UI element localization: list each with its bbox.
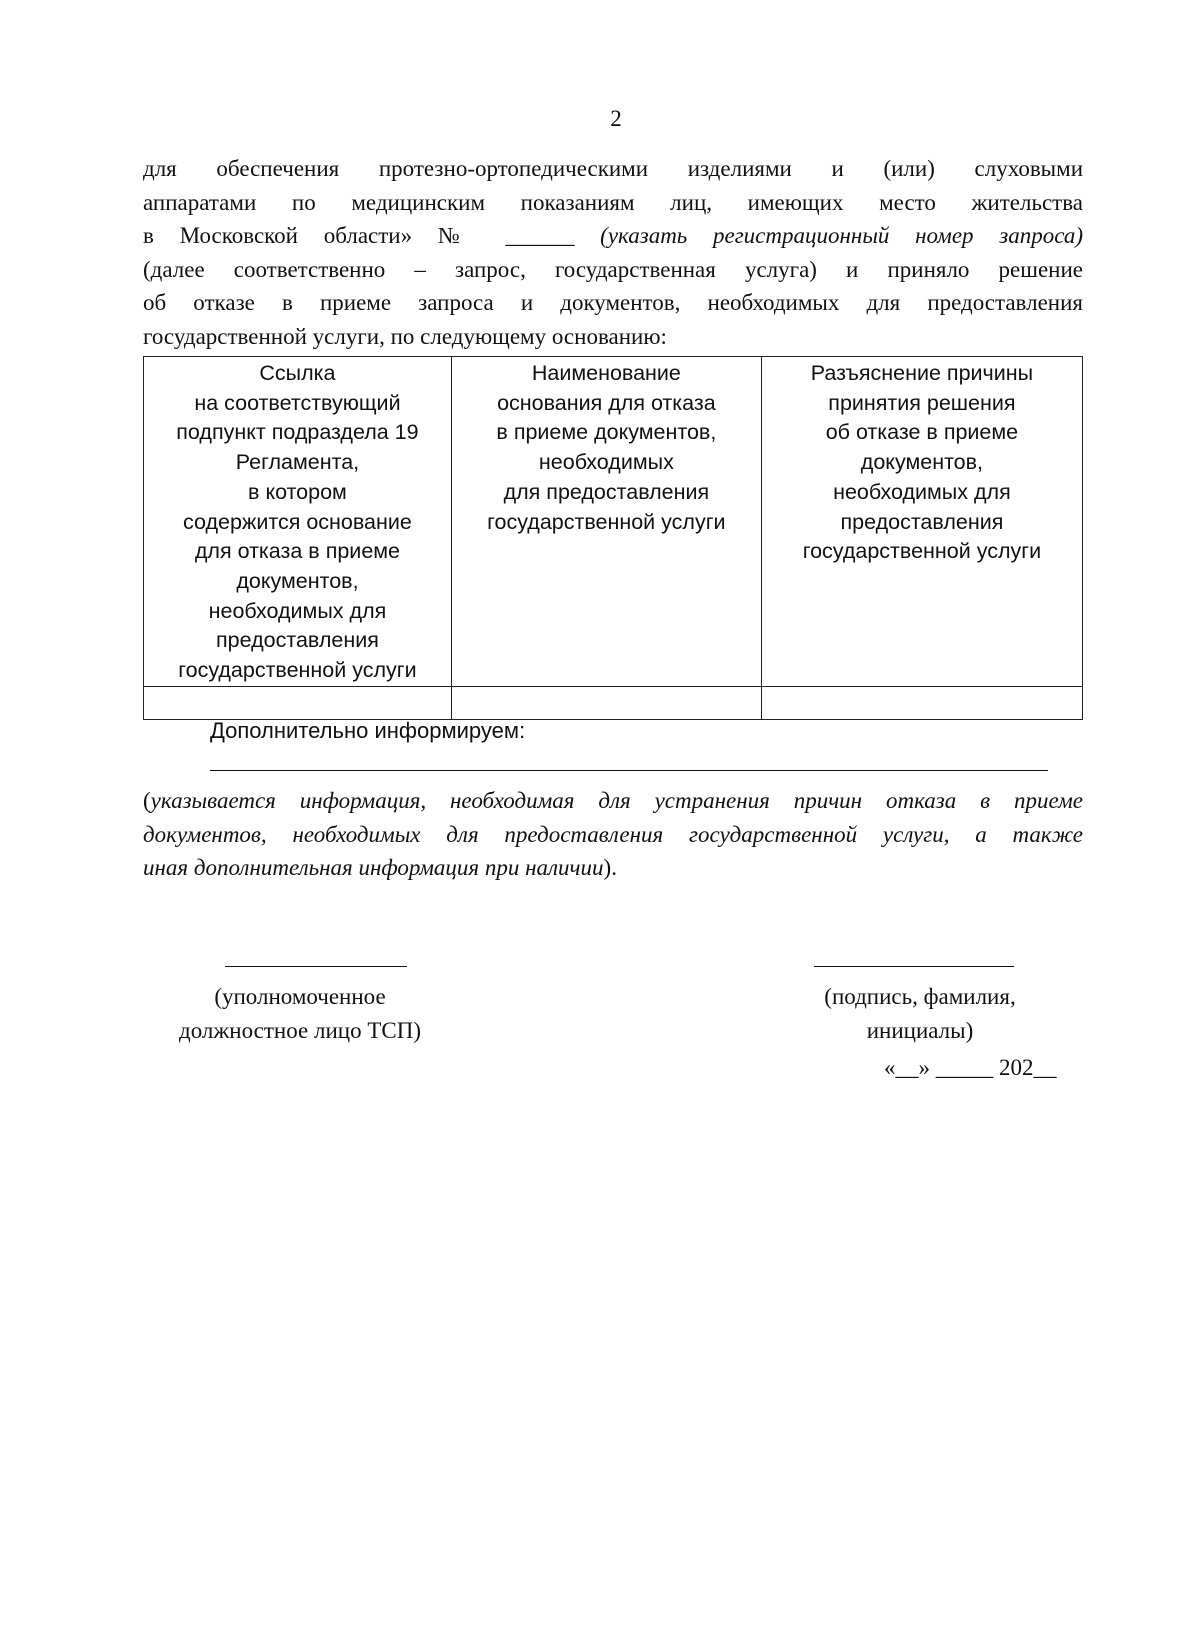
paragraph-line: аппаратами по медицинским показаниям лиц, имеющих место жительства: [143, 189, 1083, 215]
table-header-line: для отказа в приеме: [194, 539, 401, 564]
table-row: [144, 686, 1083, 719]
note-paren: ).: [603, 855, 617, 881]
note-line: [143, 784, 1083, 818]
table-cell-reason-name[interactable]: [451, 686, 761, 719]
table-header-line: государственной услуги: [802, 539, 1042, 564]
table-header-line: Наименование: [531, 361, 681, 385]
signature-name-block: [770, 980, 1070, 1048]
table-header-line: принятия решения: [828, 390, 1016, 415]
signature-caption: должностное лицо ТСП): [179, 1018, 421, 1043]
table-header-line: необходимых для: [208, 598, 387, 623]
table-header-line: документов,: [236, 568, 359, 593]
note-text: указывается информация, необходимая для устранения причин отказа в приеме: [150, 788, 1083, 813]
header-reference: [144, 357, 452, 687]
note-paren: (: [143, 788, 151, 813]
additional-info-label: Дополнительно информируем:: [210, 718, 526, 743]
request-number-hint: (указать регистрационный номер запроса): [600, 223, 1083, 249]
paragraph-line: государственной услуги, по следующему основанию:: [143, 323, 667, 349]
table-header-line: на соответствующий: [194, 390, 401, 415]
table-header-line: Ссылка: [259, 361, 336, 385]
table-header-line: в приеме документов,: [496, 420, 717, 445]
additional-info-blank-line: [210, 770, 1048, 771]
note-text: иная дополнительная информация при наличии: [143, 855, 604, 881]
main-paragraph: [143, 152, 1083, 354]
table-cell-reference[interactable]: [144, 686, 452, 719]
table-header-line: государственной услуги: [487, 509, 726, 534]
date-field: «__» _____ 202__: [884, 1055, 1057, 1080]
header-explanation: [761, 357, 1082, 687]
paragraph-line: (далее соответственно – запрос, государственная услуга) и приняло решение: [143, 256, 1083, 282]
signature-line-right: [814, 966, 1014, 967]
paragraph-line: об отказе в приеме запроса и документов, необходимых для предоставления: [143, 290, 1083, 316]
official-signature-block: [140, 980, 460, 1048]
table-header-line: Регламента,: [235, 450, 360, 475]
table-header-line: государственной услуги: [178, 658, 417, 683]
table-header-line: Разъяснение причины: [810, 361, 1034, 385]
signature-line-left: [225, 966, 407, 967]
paragraph-text: в Московской области» № ______: [143, 223, 601, 249]
table-header-line: в котором: [248, 479, 347, 504]
paragraph-line: [143, 219, 1083, 253]
note-line: документов, необходимых для предоставления государственной услуги, а также: [143, 821, 1083, 847]
table-header-line: необходимых для: [833, 479, 1011, 504]
paragraph-line: для обеспечения протезно-ортопедическими изделиями и (или) слуховыми: [143, 156, 1083, 181]
table-header-line: необходимых: [538, 450, 674, 475]
table-header-line: об отказе в приеме: [825, 420, 1019, 445]
table-header-line: для предоставления: [503, 479, 710, 504]
table-header-line: предоставления: [840, 509, 1004, 534]
note-line: [143, 851, 1083, 885]
instruction-note: [143, 784, 1083, 885]
table-header-line: предоставления: [216, 628, 379, 653]
table-header-line: подпункт подраздела 19: [176, 420, 419, 445]
table-header-row: [144, 357, 1083, 687]
table-header-line: основания для отказа: [497, 390, 716, 415]
header-reason-name: [451, 357, 761, 687]
signature-caption: инициалы): [866, 1018, 974, 1043]
signature-caption: (подпись, фамилия,: [824, 984, 1016, 1009]
page-number: 2: [610, 106, 622, 131]
table-header-line: содержится основание: [183, 509, 412, 534]
table-header-line: документов,: [860, 450, 984, 475]
signature-caption: (уполномоченное: [214, 984, 386, 1009]
table-cell-explanation[interactable]: [761, 686, 1082, 719]
refusal-reason-table: [143, 356, 1083, 720]
